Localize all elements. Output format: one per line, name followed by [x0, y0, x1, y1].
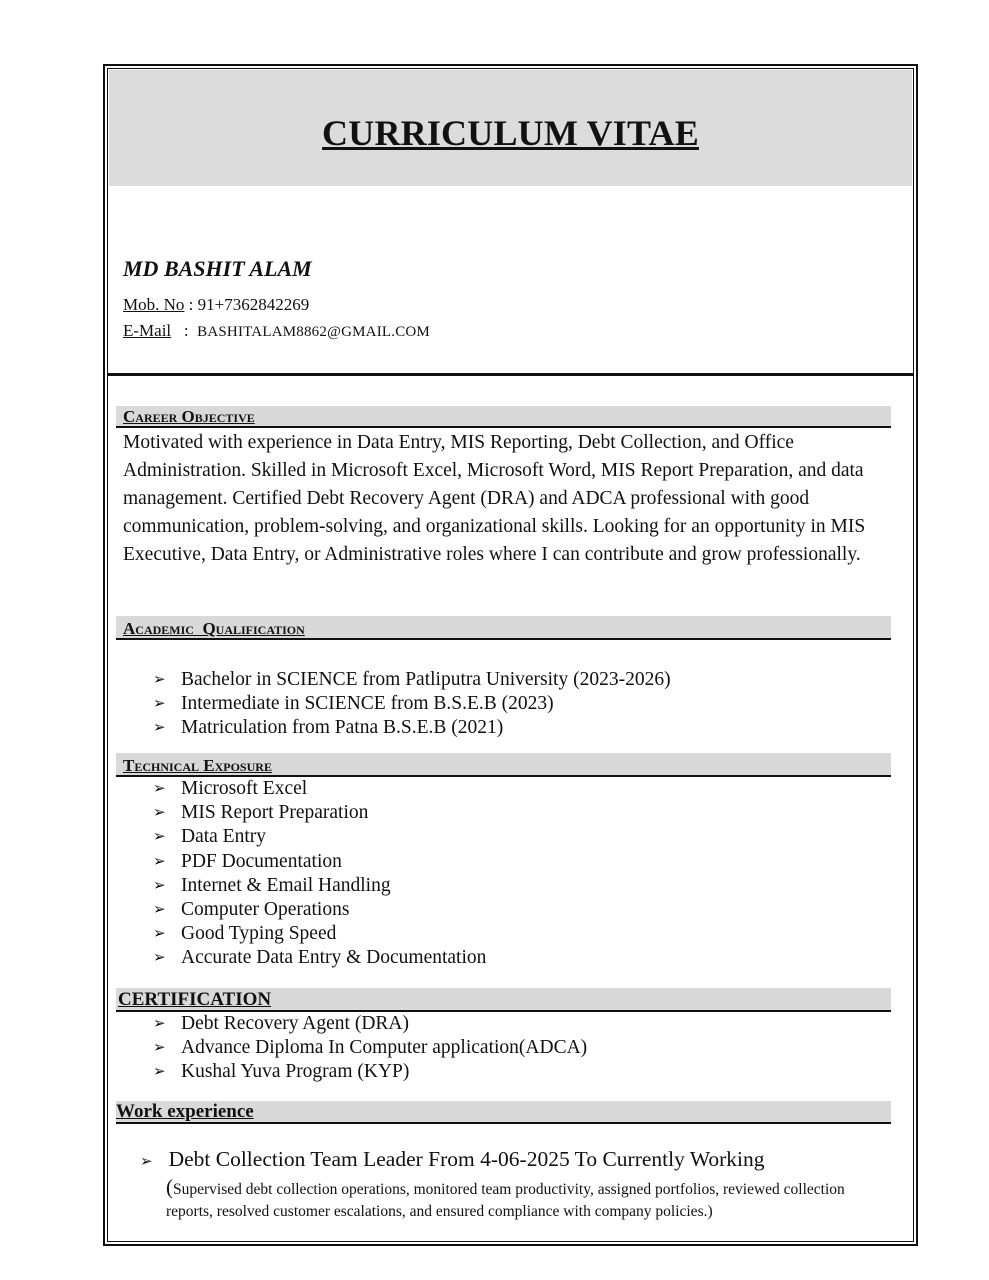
work-title-line — [140, 1147, 765, 1172]
document-title: CURRICULUM VITAE — [322, 113, 699, 153]
list-item: ➢ Accurate Data Entry & Documentation — [153, 946, 486, 970]
arrow-bullet-icon: ➢ — [153, 696, 166, 713]
arrow-bullet-icon: ➢ — [153, 853, 166, 870]
arrow-bullet-icon: ➢ — [153, 926, 166, 943]
work-heading: Work experience — [116, 1101, 254, 1122]
arrow-bullet-icon: ➢ — [153, 877, 166, 894]
certification-heading: CERTIFICATION — [118, 989, 272, 1010]
section-heading-work — [116, 1101, 891, 1124]
email-value: BASHITALAM8862@GMAIL.COM — [197, 324, 430, 340]
technical-list — [153, 777, 486, 971]
section-heading-career-objective — [116, 406, 891, 428]
email-line — [123, 321, 430, 341]
arrow-bullet-icon: ➢ — [140, 1154, 153, 1170]
email-label: E-Mail — [123, 321, 172, 340]
academic-list — [153, 668, 671, 741]
arrow-bullet-icon: ➢ — [153, 805, 166, 822]
list-item: ➢ Microsoft Excel — [153, 777, 486, 801]
list-item: ➢ Debt Recovery Agent (DRA) — [153, 1012, 587, 1036]
arrow-bullet-icon: ➢ — [153, 950, 166, 967]
arrow-bullet-icon: ➢ — [153, 672, 166, 688]
email-separator: : — [171, 321, 198, 340]
mobile-line — [123, 295, 309, 315]
academic-heading: Academic Qualification — [123, 619, 305, 638]
arrow-bullet-icon: ➢ — [153, 1016, 166, 1032]
career-objective-heading: Career Objective — [123, 407, 255, 426]
list-item: ➢ Good Typing Speed — [153, 922, 486, 946]
certification-list — [153, 1012, 587, 1085]
list-item: ➢ Internet & Email Handling — [153, 874, 486, 898]
arrow-bullet-icon: ➢ — [153, 781, 166, 797]
list-item: ➢ Matriculation from Patna B.S.E.B (2021) — [153, 716, 671, 740]
list-item: ➢ Advance Diploma In Computer application(ADCA) — [153, 1036, 587, 1060]
candidate-name: MD BASHIT ALAM — [123, 256, 312, 281]
mobile-value: 91+7362842269 — [197, 295, 310, 314]
section-heading-certification — [116, 988, 891, 1012]
list-item: ➢ MIS Report Preparation — [153, 801, 486, 825]
list-item: ➢ Bachelor in SCIENCE from Patliputra University (2023-2026) — [153, 668, 671, 692]
mobile-label: Mob. No — [123, 295, 185, 314]
list-item: ➢ Kushal Yuva Program (KYP) — [153, 1060, 587, 1084]
arrow-bullet-icon: ➢ — [153, 902, 166, 919]
arrow-bullet-icon: ➢ — [153, 720, 166, 737]
work-title: Debt Collection Team Leader From 4-06-2025 To Currently Working — [168, 1147, 765, 1171]
arrow-bullet-icon: ➢ — [153, 829, 166, 846]
header-divider — [107, 373, 914, 376]
list-item: ➢ PDF Documentation — [153, 850, 486, 874]
career-objective-text: Motivated with experience in Data Entry, MIS Reporting, Debt Collection, and Office Administration. Skilled in Microsoft Excel, Microsoft Word, MIS Report Preparation, and data management. Certified Debt Recovery Agent (DRA) and ADCA professional with good communication, problem-solving, and organizational skills. Looking for an opportunity in MIS Executive, Data Entry, or Administrative roles where I can contribute and grow professionally. — [123, 432, 866, 565]
arrow-bullet-icon: ➢ — [153, 1040, 166, 1057]
technical-heading: Technical Exposure — [123, 756, 272, 775]
section-heading-technical — [116, 753, 891, 777]
list-item: ➢ Intermediate in SCIENCE from B.S.E.B (2023) — [153, 692, 671, 716]
arrow-bullet-icon: ➢ — [153, 1064, 166, 1081]
list-item: ➢ Data Entry — [153, 825, 486, 849]
list-item: ➢ Computer Operations — [153, 898, 486, 922]
section-heading-academic — [116, 616, 891, 640]
mobile-separator: : — [184, 295, 198, 314]
work-description: (Supervised debt collection operations, monitored team productivity, assigned portfolios, reviewed collection reports, resolved customer escalations, and ensured compliance with company policies.) — [166, 1175, 845, 1220]
